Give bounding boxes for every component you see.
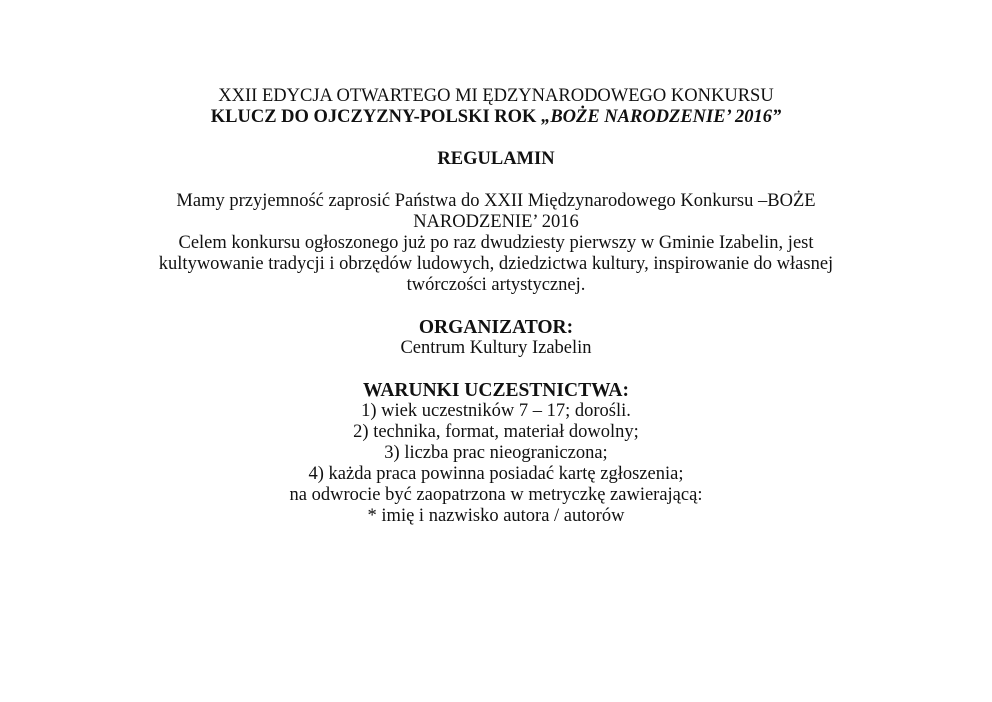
spacer (0, 128, 992, 149)
spacer (0, 359, 992, 380)
contest-edition-title: XXII EDYCJA OTWARTEGO MI ĘDZYNARODOWEGO KONKURSU (218, 86, 774, 106)
goal-line-1: Celem konkursu ogłoszonego już po raz dwudziesty pierwszy w Gminie Izabelin, jest (178, 233, 814, 253)
organizer-name: Centrum Kultury Izabelin (400, 338, 592, 358)
goal-line-3: twórczości artystycznej. (406, 275, 586, 295)
regulamin-heading: REGULAMIN (437, 149, 555, 169)
condition-item: 2) technika, format, materiał dowolny; (353, 422, 639, 442)
invite-line-2: NARODZENIE’ 2016 (413, 212, 579, 232)
organizer-heading: ORGANIZATOR: (418, 317, 574, 338)
spacer (0, 170, 992, 191)
intro-paragraph (96, 191, 896, 296)
condition-item: na odwrocie być zaopatrzona w metryczkę zawierającą: (289, 485, 703, 505)
condition-item: * imię i nazwisko autora / autorów (367, 506, 625, 526)
condition-item: 1) wiek uczestników 7 – 17; dorośli. (361, 401, 631, 421)
contest-name-title (0, 107, 992, 128)
conditions-heading: WARUNKI UCZESTNICTWA: (362, 380, 629, 401)
goal-line-2: kultywowanie tradycji i obrzędów ludowych, dziedzictwa kultury, inspirowanie do własnej (158, 254, 834, 274)
spacer (0, 296, 992, 317)
condition-item: 4) każda praca powinna posiadać kartę zgłoszenia; (308, 464, 684, 484)
contest-name-prefix: KLUCZ DO OJCZYZNY-POLSKI ROK (210, 107, 542, 127)
document-page (0, 86, 992, 527)
condition-item: 3) liczba prac nieograniczona; (384, 443, 608, 463)
contest-name-theme: „BOŻE NARODZENIE’ 2016” (541, 107, 782, 127)
invite-line-1: Mamy przyjemność zaprosić Państwa do XXII Międzynarodowego Konkursu –BOŻE (176, 191, 816, 211)
